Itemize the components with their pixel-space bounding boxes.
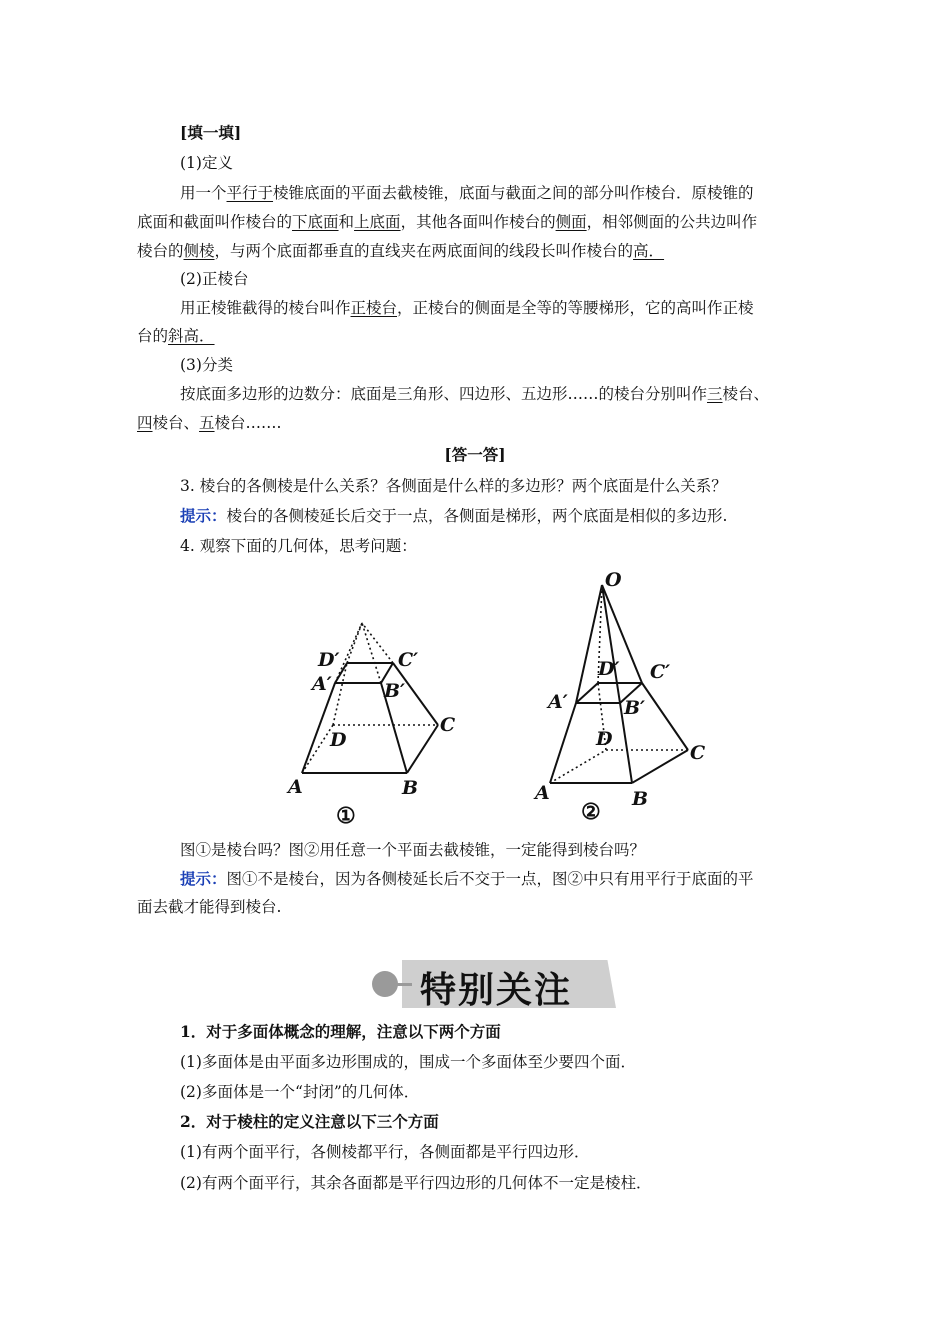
special-item-2b: (2)有两个面平行，其余各面都是平行四边形的几何体不一定是棱柱． bbox=[180, 1174, 652, 1192]
hint-label: 提示： bbox=[180, 506, 227, 525]
fig2-label-A: A bbox=[535, 782, 550, 804]
fig2-label-O: O bbox=[605, 569, 622, 591]
blank-answer: 上底面 bbox=[354, 213, 401, 231]
classify-line-2: 四棱台、五棱台……. bbox=[137, 414, 282, 432]
figure-2-solid bbox=[550, 585, 688, 783]
fig1-label-D1: D′ bbox=[318, 649, 340, 671]
frustum-figures bbox=[280, 565, 720, 835]
special-item-1a: (1)多面体是由平面多边形围成的，围成一个多面体至少要四个面． bbox=[180, 1053, 636, 1071]
fig1-label-C: C bbox=[440, 714, 456, 736]
fig1-caption: ① bbox=[336, 803, 356, 829]
blank-answer: 三 bbox=[707, 385, 723, 403]
answer-heading: [答一答] bbox=[444, 445, 506, 464]
fig2-caption: ② bbox=[581, 799, 601, 825]
fig1-label-B: B bbox=[402, 777, 419, 799]
fill-heading: [填一填] bbox=[180, 123, 242, 142]
section-classify-title: (3)分类 bbox=[180, 356, 233, 374]
definition-line-1: 用一个平行于棱锥底面的平面去截棱锥，底面与截面之间的部分叫作棱台．原棱锥的 bbox=[180, 184, 754, 202]
definition-line-3: 棱台的侧棱，与两个底面都垂直的直线夹在两底面间的线段长叫作棱台的高． bbox=[137, 242, 665, 260]
fig2-label-C1: C′ bbox=[650, 661, 671, 683]
special-banner bbox=[372, 956, 618, 1012]
question-4: 4. 观察下面的几何体，思考问题： bbox=[180, 537, 417, 555]
special-item-2: 2．对于棱柱的定义注意以下三个方面 bbox=[180, 1112, 439, 1131]
special-item-2a: (1)有两个面平行，各侧棱都平行，各侧面都是平行四边形． bbox=[180, 1143, 590, 1161]
question-4-hint: 提示：图①不是棱台，因为各侧棱延长后不交于一点，图②中只有用平行于底面的平 bbox=[180, 869, 754, 888]
section-regular-title: (2)正棱台 bbox=[180, 270, 249, 288]
fig2-label-A1: A′ bbox=[548, 691, 568, 713]
blank-answer: 平行于 bbox=[226, 184, 274, 202]
fig2-label-B1: B′ bbox=[624, 697, 646, 719]
question-4-hint-cont: 面去截才能得到棱台. bbox=[137, 898, 282, 916]
blank-answer: 侧棱 bbox=[183, 242, 215, 260]
banner-dot-icon bbox=[372, 971, 398, 997]
special-item-1: 1．对于多面体概念的理解，注意以下两个方面 bbox=[180, 1022, 501, 1041]
fig2-label-B: B bbox=[632, 788, 649, 810]
classify-line-1: 按底面多边形的边数分：底面是三角形、四边形、五边形……的棱台分别叫作三棱台、 bbox=[180, 385, 770, 403]
blank-answer: 五 bbox=[199, 414, 215, 432]
fig1-label-A: A bbox=[288, 776, 303, 798]
fig2-label-D: D bbox=[596, 728, 613, 750]
blank-answer: 下底面 bbox=[292, 213, 339, 231]
question-4-text: 图①是棱台吗？图②用任意一个平面去截棱锥，一定能得到棱台吗？ bbox=[180, 841, 646, 859]
special-item-1b: (2)多面体是一个“封闭”的几何体． bbox=[180, 1083, 420, 1101]
hint-label: 提示： bbox=[180, 869, 227, 888]
banner-title: 特别关注 bbox=[420, 970, 573, 1011]
section-definition-title: (1)定义 bbox=[180, 154, 233, 172]
question-3: 3. 棱台的各侧棱是什么关系？各侧面是什么样的多边形？两个底面是什么关系？ bbox=[180, 477, 727, 495]
fig1-label-C1: C′ bbox=[398, 649, 419, 671]
regular-line-2: 台的斜高． bbox=[137, 327, 215, 345]
fig1-label-A1: A′ bbox=[312, 673, 332, 695]
fig2-label-D1: D′ bbox=[598, 658, 620, 680]
blank-answer: 斜高． bbox=[168, 327, 215, 345]
blank-answer: 高． bbox=[633, 242, 665, 260]
blank-answer: 正棱台 bbox=[350, 299, 398, 317]
definition-line-2: 底面和截面叫作棱台的下底面和上底面，其他各面叫作棱台的侧面，相邻侧面的公共边叫作 bbox=[137, 213, 758, 231]
fig1-label-D: D bbox=[330, 729, 347, 751]
question-3-hint: 提示：棱台的各侧棱延长后交于一点，各侧面是梯形，两个底面是相似的多边形. bbox=[180, 506, 728, 525]
fig1-label-B1: B′ bbox=[384, 680, 406, 702]
blank-answer: 侧面 bbox=[555, 213, 587, 231]
regular-line-1: 用正棱锥截得的棱台叫作正棱台，正棱台的侧面是全等的等腰梯形，它的高叫作正棱 bbox=[180, 299, 754, 317]
fig2-label-C: C bbox=[690, 742, 706, 764]
blank-answer: 四 bbox=[137, 414, 153, 432]
